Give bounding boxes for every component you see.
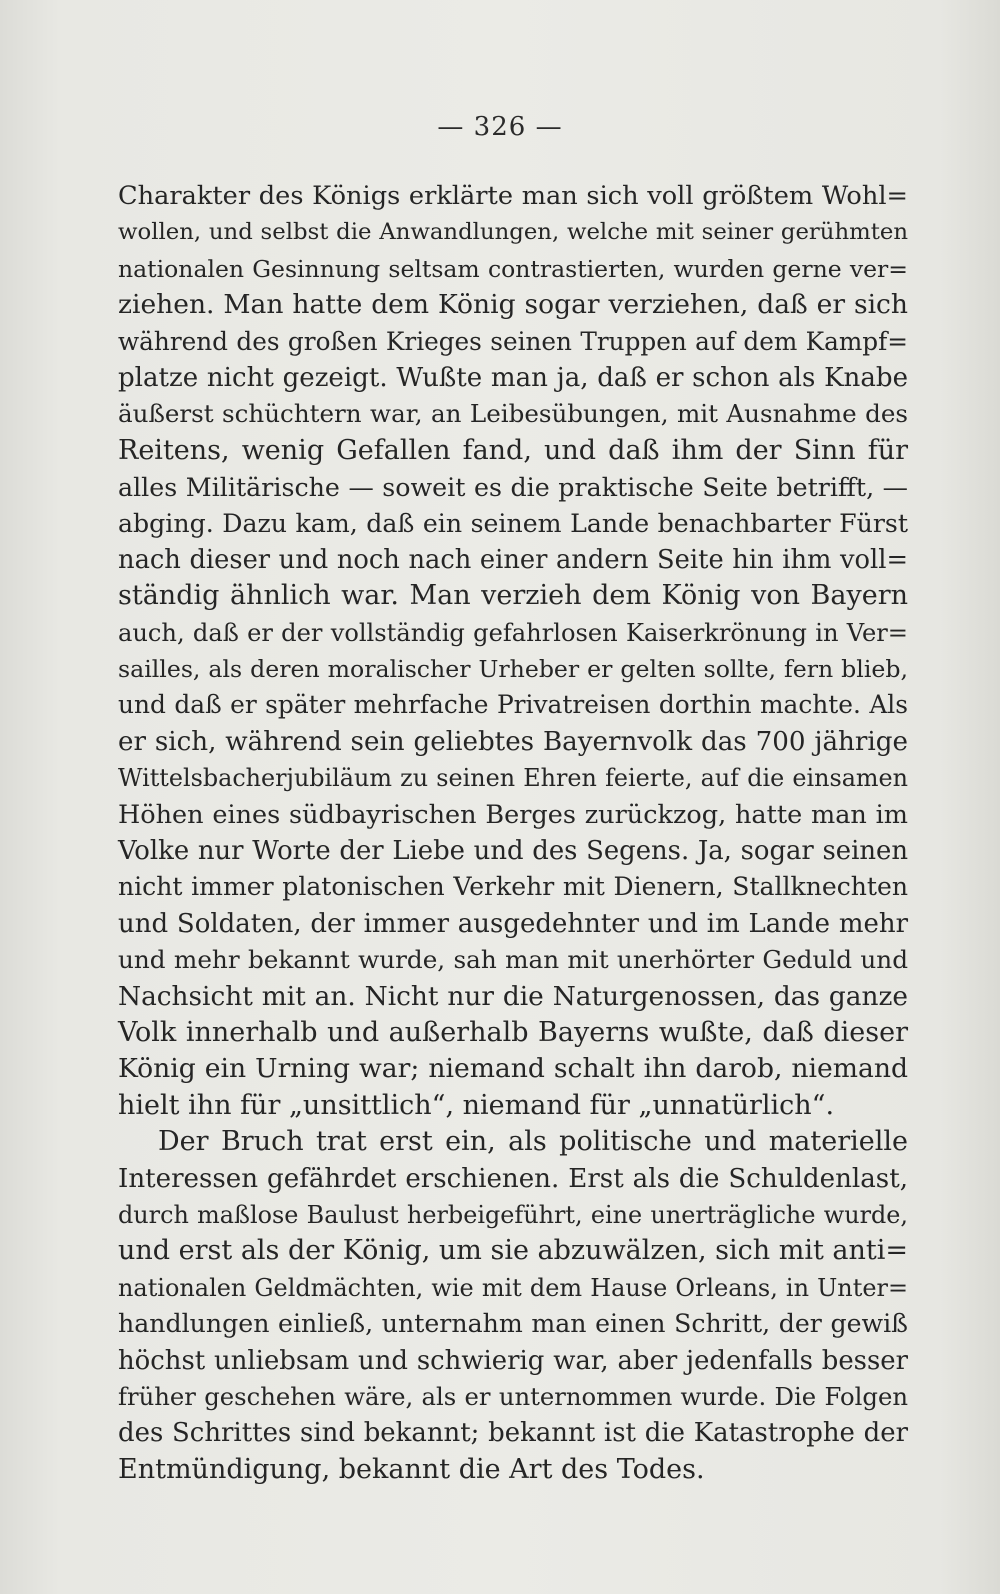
text-line: und Soldaten, der immer ausgedehnter und im Lande mehr [118, 908, 908, 939]
text-line: und mehr bekannt wurde, sah man mit unerhörter Geduld und [118, 945, 908, 975]
text-line: ziehen. Man hatte dem König sogar verziehen, daß er sich [118, 289, 908, 321]
text-line: Volk innerhalb und außerhalb Bayerns wußte, daß dieser [118, 1016, 908, 1048]
text-line: platze nicht gezeigt. Wußte man ja, daß er schon als Knabe [118, 362, 908, 393]
text-line: Nachsicht mit an. Nicht nur die Naturgenossen, das ganze [118, 981, 908, 1012]
text-line: Reitens, wenig Gefallen fand, und daß ihm der Sinn für [118, 434, 908, 466]
text-line: wollen, und selbst die Anwandlungen, welche mit seiner gerühmten [118, 219, 908, 246]
text-line: alles Militärische — soweit es die praktische Seite betrifft, — [118, 472, 908, 503]
text-line: früher geschehen wäre, als er unternommen wurde. Die Folgen [118, 1381, 908, 1411]
text-line: und erst als der König, um sie abzuwälzen, sich mit anti= [118, 1235, 908, 1267]
text-line: handlungen einließ, unternahm man einen Schritt, der gewiß [118, 1309, 908, 1339]
text-line: durch maßlose Baulust herbeigeführt, eine unerträgliche wurde, [118, 1200, 908, 1229]
text-line: Höhen eines südbayrischen Berges zurückzog, hatte man im [118, 799, 908, 830]
text-line: äußerst schüchtern war, an Leibesübungen, mit Ausnahme des [118, 399, 908, 429]
text-line: König ein Urning war; niemand schalt ihn darob, niemand [118, 1053, 908, 1085]
text-line: er sich, während sein geliebtes Bayernvolk das 700 jährige [118, 726, 908, 757]
paragraph-start-line: Der Bruch trat erst ein, als politische und materielle [158, 1126, 908, 1158]
text-line: nationalen Geldmächten, wie mit dem Hause Orleans, in Unter= [118, 1273, 908, 1302]
paragraph-end-line: Entmündigung, bekannt die Art des Todes. [118, 1453, 705, 1485]
text-line: nach dieser und noch nach einer andern Seite hin ihm voll= [118, 544, 908, 575]
text-line: Volke nur Worte der Liebe und des Segens. Ja, sogar seinen [118, 836, 908, 867]
text-line: während des großen Krieges seinen Truppen auf dem Kampf= [118, 326, 908, 356]
text-line: und daß er später mehrfache Privatreisen dorthin machte. Als [118, 690, 908, 720]
text-line: des Schrittes sind bekannt; bekannt ist die Katastrophe der [118, 1418, 908, 1449]
text-line: Charakter des Königs erklärte man sich voll größtem Wohl= [118, 181, 908, 211]
text-line: höchst unliebsam und schwierig war, aber jedenfalls besser [118, 1345, 908, 1376]
text-line: Interessen gefährdet erschienen. Erst als die Schuldenlast, [118, 1163, 908, 1194]
text-line: auch, daß er der vollständig gefahrlosen Kaiserkrönung in Ver= [118, 618, 908, 647]
text-line: abging. Dazu kam, daß ein seinem Lande benachbarter Fürst [118, 508, 908, 538]
text-line: sailles, als deren moralischer Urheber er gelten sollte, fern blieb, [118, 655, 908, 684]
text-line: nationalen Gesinnung seltsam contrastierten, wurden gerne ver= [118, 254, 908, 283]
text-line: ständig ähnlich war. Man verzieh dem König von Bayern [118, 580, 908, 612]
text-line: nicht immer platonischen Verkehr mit Dienern, Stallknechten [118, 872, 908, 902]
body-text [118, 178, 908, 1488]
paragraph-end-line: hielt ihn für „unsittlich“, niemand für „unnatürlich“. [118, 1089, 835, 1121]
text-line: Wittelsbacherjubiläum zu seinen Ehren feierte, auf die einsamen [118, 764, 908, 793]
page-number: — 326 — [437, 112, 563, 142]
